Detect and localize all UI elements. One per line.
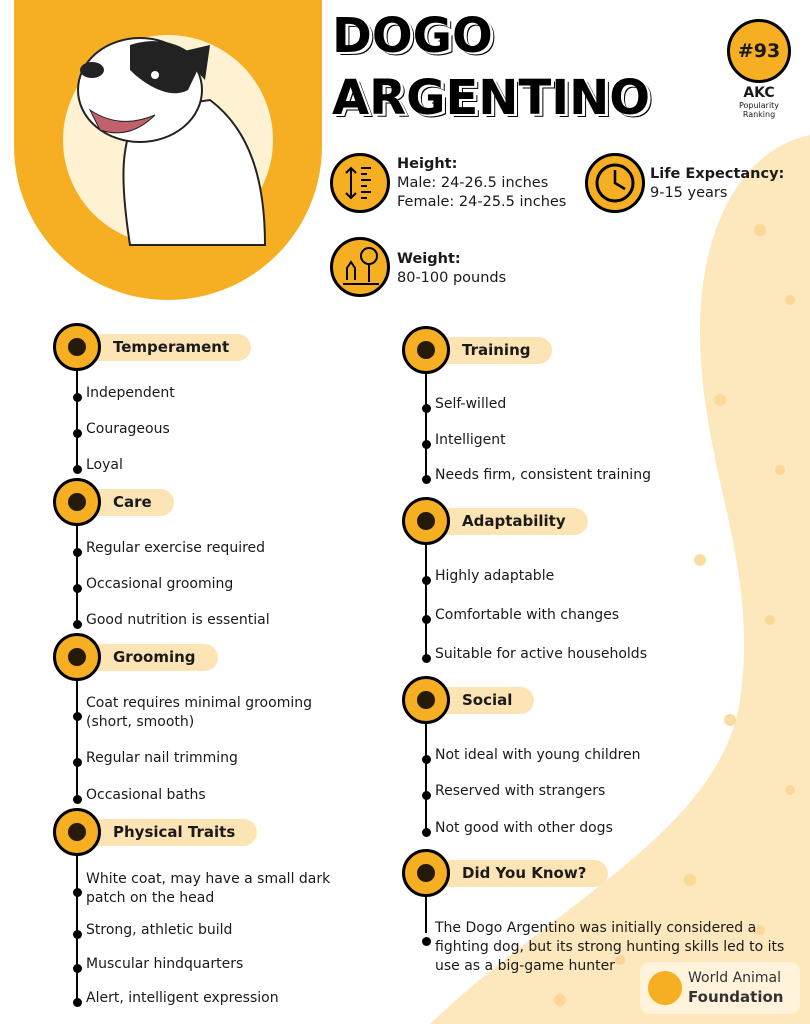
bullet-dot: [422, 404, 431, 413]
timeline-line: [425, 366, 427, 480]
dog-face-heart-icon: [402, 676, 450, 724]
list-item: Needs firm, consistent training: [435, 467, 651, 483]
section-title: Care: [61, 489, 174, 516]
list-item: Suitable for active households: [435, 646, 647, 662]
list-item: Comfortable with changes: [435, 607, 620, 623]
list-item: Occasional baths: [86, 787, 206, 803]
dog-portrait-illustration: [60, 30, 275, 255]
list-item: Occasional grooming: [86, 576, 234, 592]
list-item: Intelligent: [435, 432, 506, 448]
bullet-dot: [73, 888, 82, 897]
dog-house-icon: [402, 497, 450, 545]
bullet-dot: [73, 548, 82, 557]
bullet-dot: [422, 440, 431, 449]
ranking-label-1: Popularity: [738, 101, 780, 110]
logo-line-2: Foundation: [688, 988, 784, 1006]
height-label: Height:: [397, 156, 458, 172]
world-animal-foundation-logo: [640, 962, 800, 1014]
grooming-tools-icon: [53, 633, 101, 681]
title-line-2: ARGENTINO: [332, 70, 651, 126]
list-item: Self-willed: [435, 396, 507, 412]
weight-value: 80-100 pounds: [397, 270, 507, 286]
bullet-dot: [422, 615, 431, 624]
list-item: White coat, may have a small dark patch on the head: [86, 871, 331, 906]
list-item: Strong, athletic build: [86, 922, 233, 938]
list-item: Regular exercise required: [86, 540, 266, 556]
life-value: 9-15 years: [650, 185, 728, 201]
timeline-line: [76, 848, 78, 1003]
dog-scale-icon: [330, 237, 390, 297]
section-title: Social: [410, 687, 534, 714]
bullet-dot: [73, 429, 82, 438]
timeline-line: [76, 673, 78, 800]
height-ruler-icon: [330, 153, 390, 213]
height-stat: [397, 155, 566, 212]
logo-mark-icon: [648, 971, 682, 1005]
section-title: Did You Know?: [410, 860, 608, 887]
lightbulb-icon: [402, 849, 450, 897]
bullet-dot: [73, 465, 82, 474]
ranking-label-2: Ranking: [742, 110, 776, 119]
ranking-badge: #93: [727, 19, 791, 83]
bullet-dot: [422, 576, 431, 585]
section-title: Adaptability: [410, 508, 588, 535]
list-item: Not ideal with young children: [435, 747, 641, 763]
timeline-line: [76, 363, 78, 470]
heart-paw-icon: [53, 478, 101, 526]
dog-head-icon: [53, 323, 101, 371]
bullet-dot: [422, 475, 431, 484]
list-item: Highly adaptable: [435, 568, 555, 584]
sitting-dog-icon: [53, 808, 101, 856]
life-expectancy-stat: [650, 165, 784, 203]
section-title: Physical Traits: [61, 819, 257, 846]
timeline-line: [425, 716, 427, 833]
bullet-dot: [73, 620, 82, 629]
section-title: Grooming: [61, 644, 218, 671]
list-item: Good nutrition is essential: [86, 612, 270, 628]
list-item: Regular nail trimming: [86, 750, 238, 766]
bullet-dot: [73, 712, 82, 721]
weight-label: Weight:: [397, 251, 461, 267]
bullet-dot: [73, 584, 82, 593]
title-line-1: DOGO: [332, 8, 493, 64]
bullet-dot: [73, 758, 82, 767]
bullet-dot: [422, 828, 431, 837]
bullet-dot: [73, 930, 82, 939]
weight-stat: [397, 250, 506, 288]
bullet-dot: [422, 937, 431, 946]
list-item: Reserved with strangers: [435, 783, 606, 799]
list-item: Muscular hindquarters: [86, 956, 244, 972]
bullet-dot: [73, 393, 82, 402]
life-label: Life Expectancy:: [650, 166, 785, 182]
list-item: Alert, intelligent expression: [86, 990, 279, 1006]
ranking-caption: [715, 86, 803, 119]
list-item: Coat requires minimal grooming (short, smooth): [86, 695, 312, 730]
list-item: Courageous: [86, 421, 170, 437]
list-item: Independent: [86, 385, 175, 401]
bullet-dot: [422, 791, 431, 800]
bullet-dot: [422, 755, 431, 764]
ranking-org: AKC: [743, 85, 775, 101]
list-item: The Dogo Argentino was initially considered a fighting dog, but its strong hunting skills led to its use as a big-game hunter: [435, 920, 785, 974]
bullet-dot: [73, 998, 82, 1007]
clock-icon: [585, 153, 645, 213]
timeline-line: [76, 518, 78, 625]
section-title: Temperament: [61, 334, 251, 361]
list-item: Loyal: [86, 457, 123, 473]
dog-agility-icon: [402, 326, 450, 374]
timeline-line: [425, 537, 427, 659]
logo-line-1: World Animal: [688, 970, 782, 986]
height-male: Male: 24-26.5 inches: [397, 175, 549, 191]
height-female: Female: 24-25.5 inches: [397, 194, 567, 210]
list-item: Not good with other dogs: [435, 820, 613, 836]
bullet-dot: [73, 964, 82, 973]
bullet-dot: [73, 795, 82, 804]
bullet-dot: [422, 654, 431, 663]
section-title: Training: [410, 337, 552, 364]
